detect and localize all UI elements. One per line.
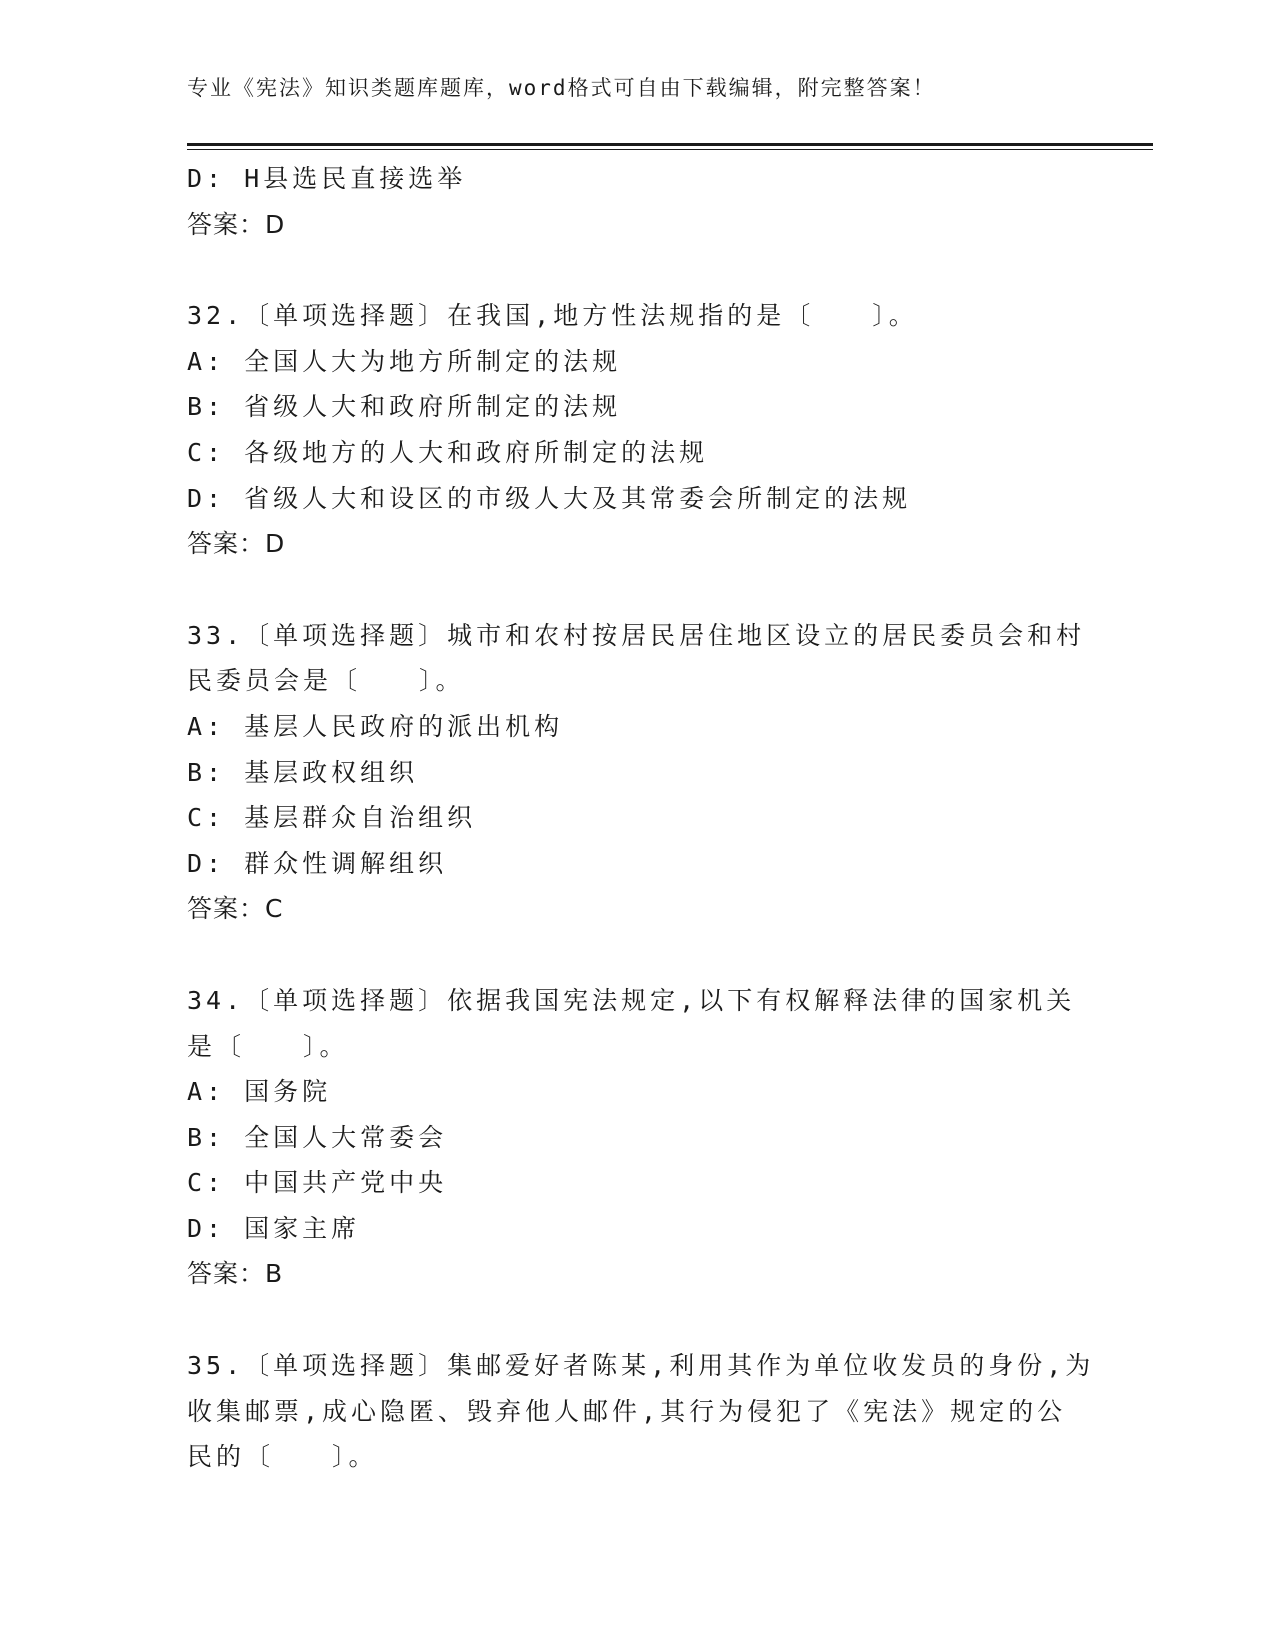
- lead-question-tail: [187, 156, 1087, 247]
- question-stem: 收集邮票,成心隐匿、毁弃他人邮件,其行为侵犯了《宪法》规定的公: [187, 1396, 1067, 1426]
- option-c: C: 中国共产党中央: [187, 1168, 448, 1198]
- option-c: C: 各级地方的人大和政府所制定的法规: [187, 437, 709, 467]
- option-c: C: 基层群众自治组织: [187, 803, 477, 833]
- question-stem: 是〔 〕。: [187, 1031, 349, 1061]
- question-stem: 33.〔单项选择题〕城市和农村按居民居住地区设立的居民委员会和村: [187, 620, 1086, 650]
- question-34: [187, 978, 1087, 1297]
- question-stem: 民委员会是〔 〕。: [187, 666, 465, 696]
- spacer: [187, 932, 1087, 978]
- answer: 答案：D: [187, 529, 286, 559]
- option-a: A: 全国人大为地方所制定的法规: [187, 346, 622, 376]
- spacer: [187, 567, 1087, 613]
- question-stem: 34.〔单项选择题〕依据我国宪法规定,以下有权解释法律的国家机关: [187, 985, 1076, 1015]
- header-rule-thick: [187, 143, 1153, 146]
- question-stem: 35.〔单项选择题〕集邮爱好者陈某,利用其作为单位收发员的身份,为: [187, 1351, 1095, 1381]
- spacer: [187, 1297, 1087, 1343]
- option-b: B: 省级人大和政府所制定的法规: [187, 392, 622, 422]
- answer: 答案：B: [187, 1259, 284, 1289]
- document-body: [187, 156, 1095, 1480]
- option-b: B: 全国人大常委会: [187, 1122, 448, 1152]
- option-d: D: 省级人大和设区的市级人大及其常委会所制定的法规: [187, 483, 912, 513]
- question-35: [187, 1343, 1095, 1480]
- option-d: D: 群众性调解组织: [187, 848, 448, 878]
- option-a: A: 国务院: [187, 1077, 332, 1107]
- question-32: [187, 293, 1087, 567]
- page-header: 专业《宪法》知识类题库题库，word格式可自由下载编辑，附完整答案！: [187, 76, 936, 100]
- question-stem: 32.〔单项选择题〕在我国,地方性法规指的是〔 〕。: [187, 301, 918, 331]
- option-a: A: 基层人民政府的派出机构: [187, 711, 564, 741]
- question-33: [187, 613, 1087, 932]
- option-b: B: 基层政权组织: [187, 757, 419, 787]
- option-d: D: 国家主席: [187, 1213, 361, 1243]
- answer: 答案：C: [187, 894, 284, 924]
- question-stem: 民的〔 〕。: [187, 1442, 378, 1472]
- header-rule-thin: [187, 149, 1153, 150]
- option-d: D: H县选民直接选举: [187, 164, 467, 193]
- spacer: [187, 247, 1087, 293]
- answer: 答案：D: [187, 209, 286, 239]
